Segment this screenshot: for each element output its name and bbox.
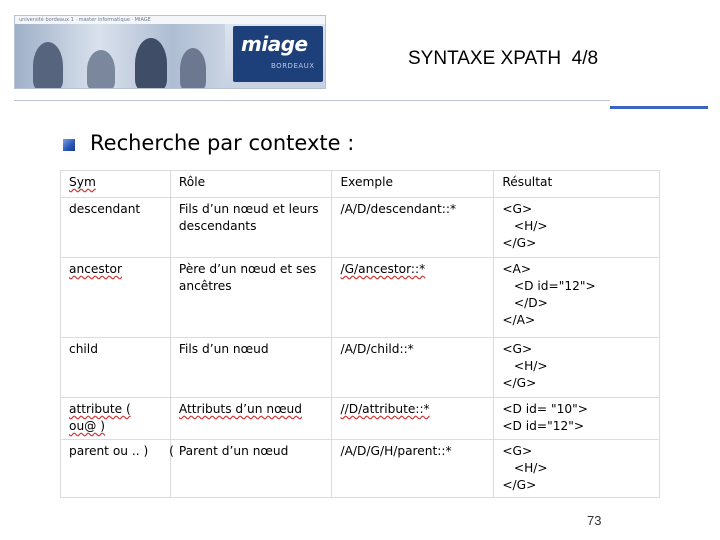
- example-cell: //D/attribute::*: [332, 398, 494, 440]
- result-cell: <D id= "10"> <D id="12">: [494, 398, 660, 440]
- banner-photo: [15, 24, 225, 89]
- role-cell: Fils d’un nœud: [170, 338, 332, 398]
- open-paren: (: [169, 444, 174, 458]
- page-number: 73: [587, 513, 602, 528]
- example-cell: /A/D/child::*: [332, 338, 494, 398]
- miage-logo: [233, 26, 323, 82]
- table-row: [61, 198, 660, 258]
- role-cell: Parent d’un nœud: [170, 440, 332, 498]
- result-cell: <G> <H/> </G>: [494, 338, 660, 398]
- role-cell: Père d’un nœud et ses ancêtres: [170, 258, 332, 338]
- role-cell: Attributs d’un nœud: [170, 398, 332, 440]
- example-cell: /A/D/descendant::*: [332, 198, 494, 258]
- person-figure: [33, 42, 63, 89]
- title-accent-bar: [610, 106, 708, 109]
- axis-cell: ancestor: [61, 258, 171, 338]
- axis-cell: child: [61, 338, 171, 398]
- header-example: Exemple: [332, 171, 494, 198]
- result-cell: <G> <H/> </G>: [494, 198, 660, 258]
- banner-strip: université bordeaux 1 · master informatique · MIAGE: [15, 16, 326, 24]
- role-cell: Fils d’un nœud et leurs descendants: [170, 198, 332, 258]
- xpath-axes-table: [60, 170, 660, 498]
- person-figure: [180, 48, 206, 89]
- header-result: Résultat: [494, 171, 660, 198]
- slide-title: SYNTAXE XPATH 4/8: [408, 48, 599, 69]
- axis-cell: parent ou .. ) (: [61, 440, 171, 498]
- result-cell: <G> <H/> </G>: [494, 440, 660, 498]
- header-sym: Sym: [61, 171, 171, 198]
- table-row: [61, 338, 660, 398]
- header-banner: [14, 15, 326, 89]
- table-row: [61, 398, 660, 440]
- header-role: Rôle: [170, 171, 332, 198]
- person-figure: [135, 38, 167, 89]
- logo-text: miage: [241, 32, 308, 56]
- axis-cell: attribute ( ou@ ): [61, 398, 171, 440]
- table-row: [61, 258, 660, 338]
- section-heading: Recherche par contexte :: [90, 131, 355, 155]
- logo-subtext: BORDEAUX: [271, 62, 315, 70]
- result-cell: <A> <D id="12"> </D> </A>: [494, 258, 660, 338]
- title-divider: [14, 100, 610, 101]
- example-cell: /G/ancestor::*: [332, 258, 494, 338]
- person-figure: [87, 50, 115, 89]
- table-header-row: [61, 171, 660, 198]
- table-row: [61, 440, 660, 498]
- bullet-square-icon: [63, 139, 75, 151]
- example-cell: /A/D/G/H/parent::*: [332, 440, 494, 498]
- axis-cell: descendant: [61, 198, 171, 258]
